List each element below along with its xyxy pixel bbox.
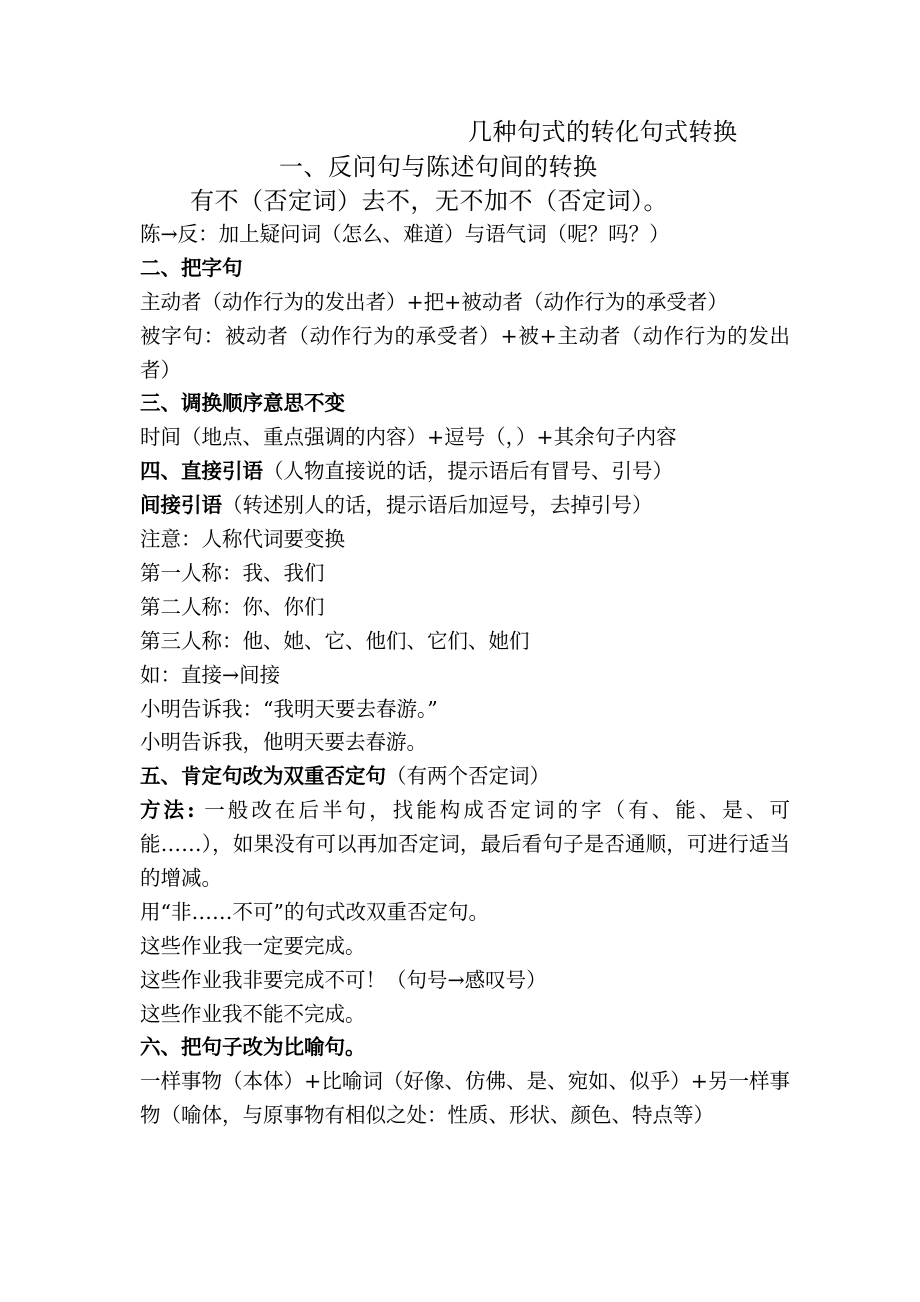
section5-pattern: 用“非……不可”的句式改双重否定句。	[140, 899, 489, 924]
section4-example-direct: 小明告诉我：“我明天要去春游。”	[140, 696, 438, 721]
section5-example3: 这些作业我不能不完成。	[140, 1001, 366, 1026]
section2-ba-formula: 主动者（动作行为的发出者）+把+被动者（动作行为的承受者）	[140, 289, 728, 314]
section4-first-person: 第一人称：我、我们	[140, 560, 325, 585]
section4-second-person: 第二人称：你、你们	[140, 594, 325, 619]
section4-third-person: 第三人称：他、她、它、他们、它们、她们	[140, 628, 530, 653]
section4-direct-desc: （人物直接说的话，提示语后有冒号、引号）	[263, 459, 673, 484]
section3-formula: 时间（地点、重点强调的内容）+逗号（，）+其余句子内容	[140, 425, 677, 450]
section4-indirect-heading: 间接引语	[140, 493, 222, 518]
section5-heading: 五、肯定句改为双重否定句	[140, 764, 386, 789]
section3-heading: 三、调换顺序意思不变	[140, 391, 345, 416]
section4-example-indirect: 小明告诉我，他明天要去春游。	[140, 730, 427, 755]
section6-formula: 一样事物（本体）+比喻词（好像、仿佛、是、宛如、似乎）+另一样事物（喻体，与原事物有相似之处：性质、形状、颜色、特点等）	[140, 1069, 790, 1128]
section5-example2: 这些作业我非要完成不可！（句号→感叹号）	[140, 967, 547, 992]
document-body	[140, 218, 790, 1133]
section4-indirect-desc: （转述别人的话，提示语后加逗号，去掉引号）	[222, 493, 653, 518]
section1-heading: 一、反问句与陈述句间的转换	[279, 153, 598, 181]
document-title: 几种句式的转化句式转换	[468, 118, 738, 146]
section4-indirect-line	[140, 489, 790, 523]
section2-bei-formula: 被字句：被动者（动作行为的承受者）+被+主动者（动作行为的发出者）	[140, 323, 790, 382]
section4-note: 注意：人称代词要变换	[140, 527, 345, 552]
section4-example-label: 如：直接→间接	[140, 662, 281, 687]
section6-heading: 六、把句子改为比喻句。	[140, 1035, 366, 1060]
section1-chen-to-fan: 陈→反：加上疑问词（怎么、难道）与语气词（呢？吗？）	[140, 222, 670, 246]
section5-heading-note: （有两个否定词）	[386, 764, 550, 789]
section5-heading-line	[140, 760, 790, 794]
section4-direct-line	[140, 455, 790, 489]
section2-heading: 二、把字句	[140, 255, 243, 280]
section5-example1: 这些作业我一定要完成。	[140, 933, 366, 958]
section5-method-text: 一般改在后半句，找能构成否定词的字（有、能、是、可能……），如果没有可以再加否定词，最后看句子是否通顺，可进行适当的增减。	[140, 798, 790, 890]
section5-method-label: 方法:	[140, 798, 195, 823]
section1-rule: 有不（否定词）去不，无不加不（否定词）。	[190, 187, 668, 215]
section4-direct-heading: 四、直接引语	[140, 459, 263, 484]
section5-method	[140, 794, 790, 896]
